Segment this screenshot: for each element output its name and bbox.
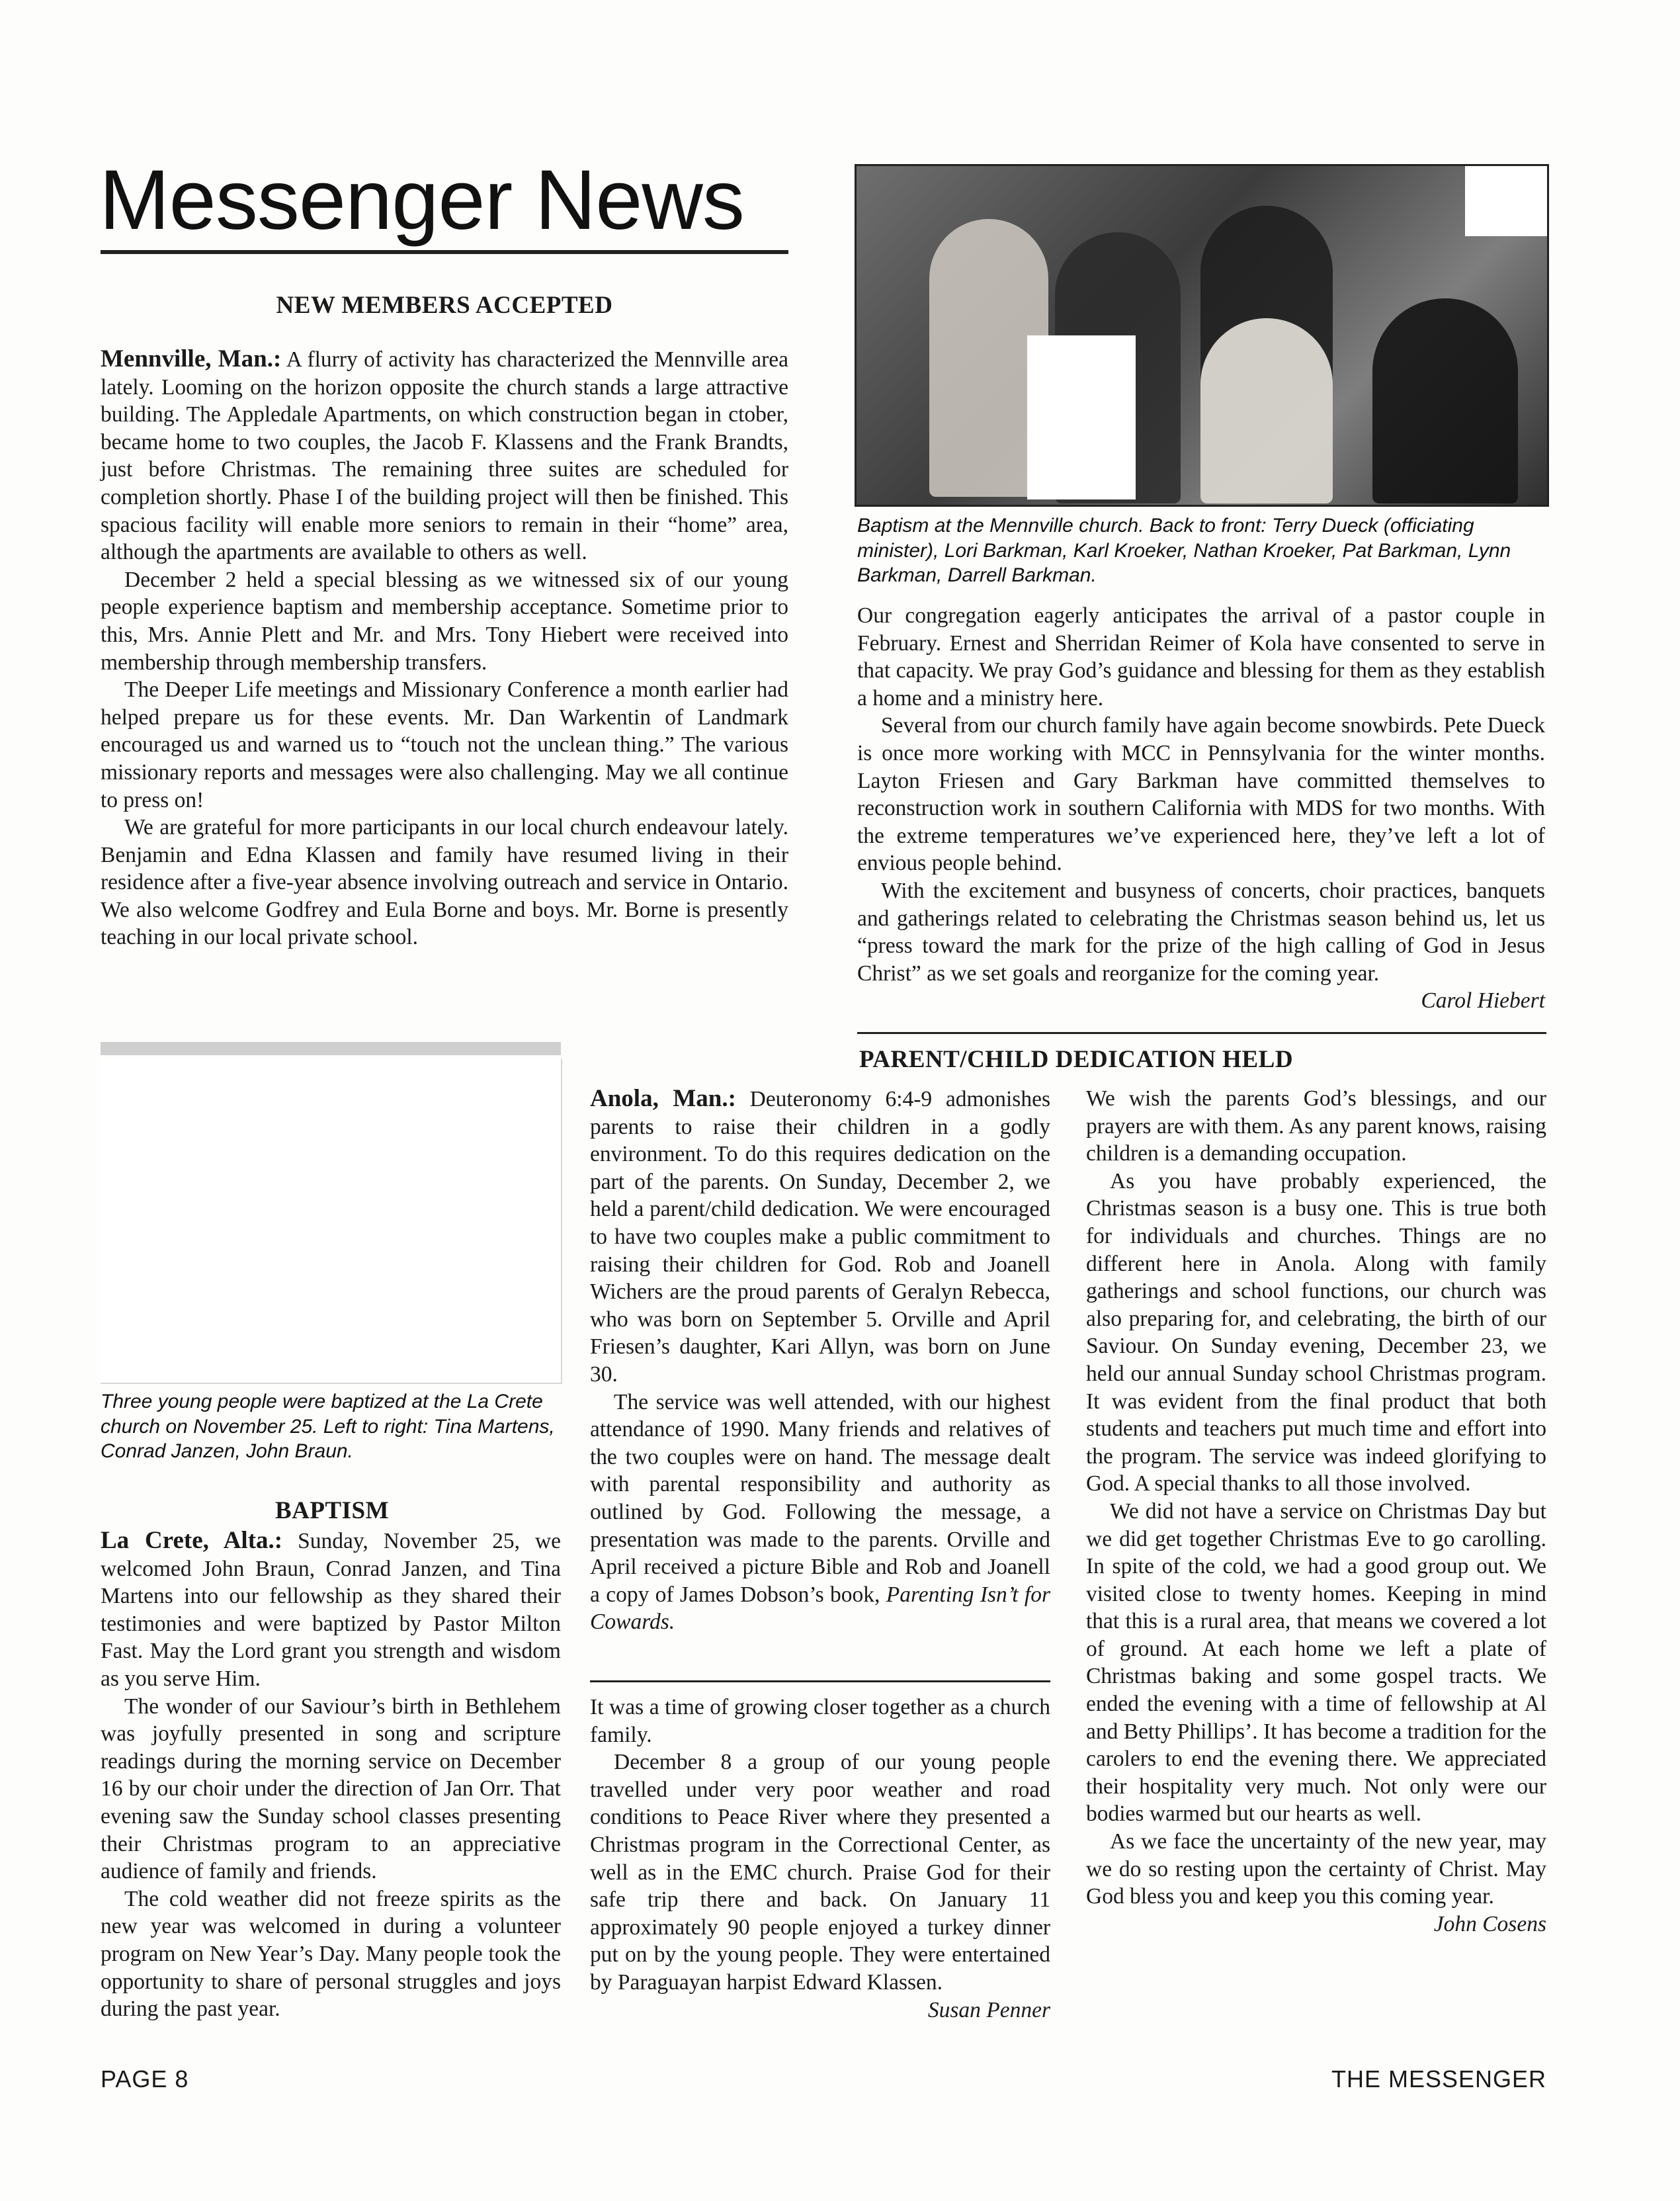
new-members-paragraph-3: The Deeper Life meetings and Missionary Conference a month earlier had helped prepare us for these events. Mr. Dan Warkentin of Landmark encouraged us and warned us to “touch not the unclean thing.” The various missionary reports and messages were also challenging. May we all continue to press on! [101, 677, 788, 812]
dateline-mennville: Mennville, Man.: [101, 345, 282, 372]
byline-john-cosens: John Cosens [1433, 1911, 1546, 1936]
dedication-paragraph-2: The service was well attended, with our highest attendance of 1990. Many friends and relatives of the two couples were on hand. The message dealt with parental responsibility and authority as outlined by God. Following the message, a presentation was made to the parents. Orville and April received a picture Bible and Rob and Joanell a copy of James Dobson’s book, Parenting Isn’t for Cowards. [590, 1389, 1050, 1635]
dateline-anola: Anola, Man.: [590, 1085, 736, 1112]
dedication-paragraph-3: We wish the parents God’s blessings, and our prayers are with them. As any parent knows, raising children is a demanding occupation. [1086, 1086, 1546, 1166]
masthead-rule [101, 250, 788, 254]
dateline-la-crete: La Crete, Alta.: [101, 1527, 283, 1554]
new-members-paragraph-1: Mennville, Man.: A flurry of activity has characterized the Mennville area lately. Looming on the horizon opposite the church stands a large attractive building. The Appledale Apartments, on which construction began in ctober, became home to two couples, the Jacob F. Klassens and the Frank Brandts, just before Christmas. The remaining three suites are scheduled for completion shortly. Phase I of the building project will then be finished. This spacious facility will enable more seniors to remain in their “home” area, although the apartments are available to others as well. [101, 345, 788, 565]
masthead-title: Messenger News [99, 153, 744, 247]
photo-figure-shape [1200, 318, 1333, 503]
baptism-column [101, 1527, 561, 2023]
la-crete-photo-caption: Three young people were baptized at the La Crete church on November 25. Left to right: Tina Martens, Conrad Janzen, John Braun. [101, 1391, 555, 1462]
publication-name: THE MESSENGER [1331, 2065, 1546, 2093]
section-divider [857, 1032, 1546, 1034]
dedication-paragraph-1: Anola, Man.: Deuteronomy 6:4-9 admonishes parents to raise their children in a godly environment. To do this requires dedication on the part of the parents. On Sunday, December 2, we held a parent/child dedication. We were encouraged to have two couples make a public commitment to raising their children for God. Rob and Joanell Wichers are the proud parents of Geralyn Rebecca, who was born on September 5. Orville and April Friesen’s daughter, Kari Allyn, was born on June 30. [590, 1085, 1050, 1387]
section-divider-left [101, 1042, 561, 1055]
new-members-column-left [101, 345, 788, 951]
la-crete-continued-column [590, 1694, 1050, 2024]
dedication-paragraph-4: As you have probably experienced, the Christmas season is a busy one. This is true both for individuals and churches. Things are no different here in Anola. Along with family gatherings and school functions, our church was also preparing for, and celebrating, the birth of our Saviour. On Sunday evening, December 23, we held our annual Sunday school Christmas program. It was evident from the final product that both students and teachers put much time and effort into the program. The service was indeed glorifying to God. A special thanks to all those involved. [1086, 1168, 1546, 1496]
baptism-headline: BAPTISM [274, 1497, 390, 1524]
new-members-paragraph-7: With the excitement and busyness of concerts, choir practices, banquets and gatherings related to celebrating the Christmas season behind us, let us “press toward the mark for the prize of the high calling of God in Jesus Christ” as we set goals and reorganize for the coming year. [857, 878, 1545, 986]
mennville-baptism-photo [855, 164, 1549, 507]
dedication-paragraph-5: We did not have a service on Christmas Day but we did get together Christmas Eve to go carolling. In spite of the cold, we had a good group out. We visited close to twenty homes. Keeping in mind that this is a rural area, that means we covered a lot of ground. At each home we left a plate of Christmas baking and some gospel tracts. We ended the evening with a time of fellowship at Al and Betty Phillips’. It has become a tradition for the carolers to end the evening there. We appreciated their hospitality very much. Not only were our bodies warmed but our hearts as well. [1086, 1498, 1546, 1827]
book-title: Parenting Isn’t for Cowards. [590, 1582, 1050, 1635]
mennville-photo-caption: Baptism at the Mennville church. Back to front: Terry Dueck (officiating minister), Lori Barkman, Karl Kroeker, Nathan Kroeker, Pat Barkman, Lynn Barkman, Darrell Barkman. [857, 515, 1511, 586]
baptism-paragraph-3: The cold weather did not freeze spirits as the new year was welcomed in during a volunteer program on New Year’s Day. Many people took the opportunity to share of personal struggles and joys during the past year. [101, 1886, 561, 2022]
photo-redaction-block [1027, 335, 1136, 499]
dedication-column-middle [590, 1085, 1050, 1636]
new-members-paragraph-2: December 2 held a special blessing as we witnessed six of our young people experience baptism and membership acceptance. Sometime prior to this, Mrs. Annie Plett and Mr. and Mrs. Tony Hiebert were received into membership through membership transfers. [101, 567, 788, 675]
photo-figure-shape [1372, 298, 1518, 503]
baptism-paragraph-1: La Crete, Alta.: Sunday, November 25, we welcomed John Braun, Conrad Janzen, and Tina Martens into our fellowship as they shared their testimonies and were baptized by Pastor Milton Fast. May the Lord grant you strength and wisdom as you serve Him. [101, 1527, 562, 1691]
new-members-column-right [857, 602, 1545, 1015]
dedication-paragraph-6: As we face the uncertainty of the new year, may we do so resting upon the certainty of Christ. May God bless you and keep you this coming year. [1086, 1829, 1546, 1909]
dedication-headline: PARENT/CHILD DEDICATION HELD [859, 1046, 1294, 1073]
page-number: PAGE 8 [101, 2065, 189, 2093]
la-crete-continued-paragraph-2: December 8 a group of our young people travelled under very poor weather and road conditions to Peace River where they presented a Christmas program in the Correctional Center, as well as in the EMC church. Praise God for their safe trip there and back. On January 11 approximately 90 people enjoyed a turkey dinner put on by the young people. They were entertained by Paraguayan harpist Edward Klassen. [590, 1750, 1050, 1995]
byline-susan-penner: Susan Penner [927, 1997, 1050, 2022]
column-break-rule [590, 1680, 1050, 1682]
new-members-paragraph-4: We are grateful for more participants in our local church endeavour lately. Benjamin and Edna Klassen and family have resumed living in their residence after a five-year absence involving outreach and service in Ontario. We also welcome Godfrey and Eula Borne and boys. Mr. Borne is presently teaching in our local private school. [101, 815, 788, 950]
byline-carol-hiebert: Carol Hiebert [1421, 988, 1545, 1014]
baptism-paragraph-2: The wonder of our Saviour’s birth in Bethlehem was joyfully presented in song and scripture readings during the morning service on December 16 by our choir under the direction of Jan Orr. That evening saw the Sunday school classes presenting their Christmas program to an appreciative audience of family and friends. [101, 1694, 561, 1884]
la-crete-baptism-photo [101, 1058, 562, 1384]
new-members-paragraph-6: Several from our church family have again become snowbirds. Pete Dueck is once more working with MCC in Pennsylvania for the winter months. Layton Friesen and Gary Barkman have committed themselves to reconstruction work in southern California with MDS for two months. With the extreme temperatures we’ve experienced here, they’ve left a lot of envious people behind. [857, 713, 1545, 876]
new-members-paragraph-5: Our congregation eagerly anticipates the arrival of a pastor couple in February. Ernest and Sherridan Reimer of Kola have consented to serve in that capacity. We pray God’s guidance and blessing for them as they establish a home and a ministry here. [857, 603, 1545, 711]
photo-redaction-block [1465, 166, 1547, 236]
dedication-column-right [1086, 1085, 1546, 1938]
new-members-headline: NEW MEMBERS ACCEPTED [276, 292, 613, 319]
la-crete-continued-paragraph-1: It was a time of growing closer together as a church family. [590, 1695, 1050, 1747]
